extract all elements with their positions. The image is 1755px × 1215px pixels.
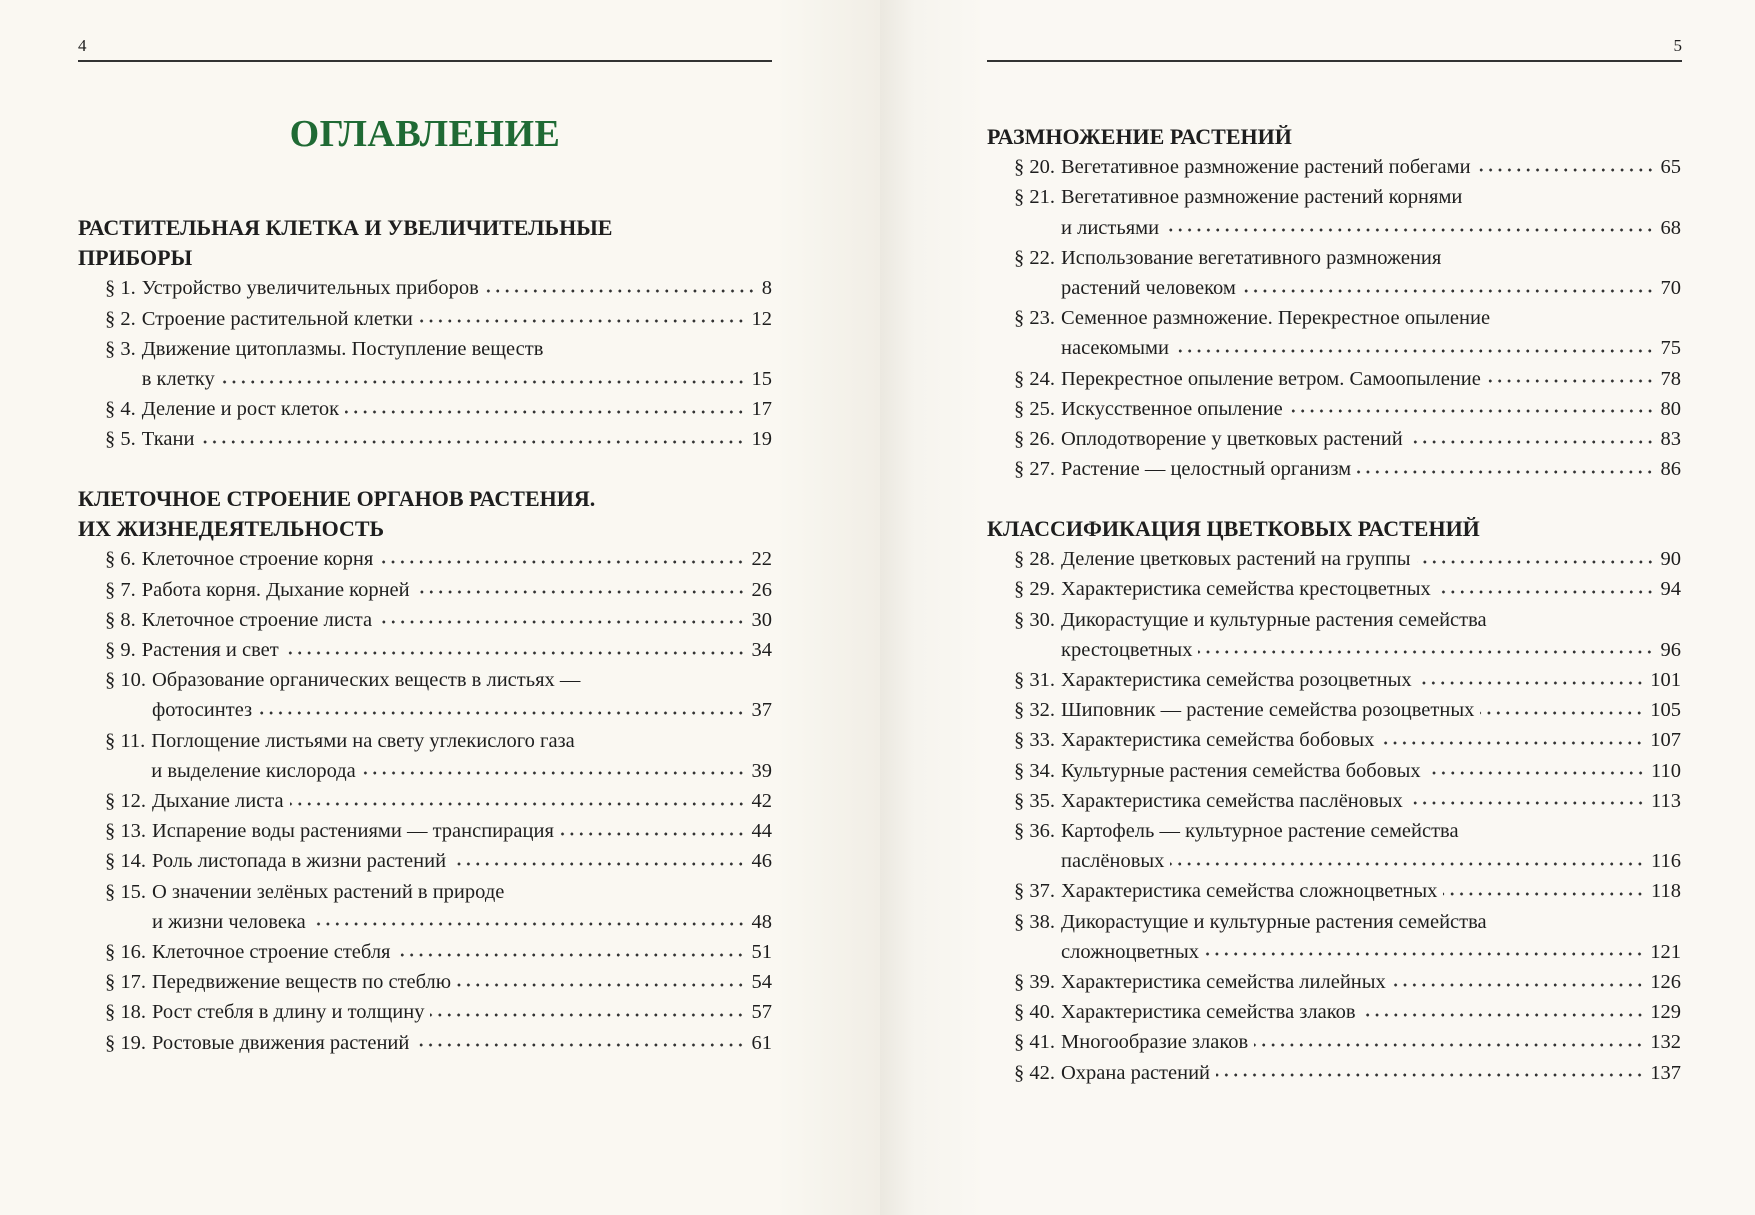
toc-entry[interactable] [987, 574, 1681, 604]
page-ref: 39 [751, 759, 772, 782]
page-ref: 107 [1650, 729, 1681, 752]
toc-entry[interactable] [987, 454, 1681, 484]
entry-line [1061, 1027, 1681, 1057]
dot-leader [415, 1028, 745, 1049]
page-ref: 96 [1660, 638, 1681, 661]
page-ref: 46 [751, 850, 772, 873]
entry-title-continued: паслёновых [1061, 850, 1165, 873]
section-heading: РАСТИТЕЛЬНАЯ КЛЕТКА И УВЕЛИЧИТЕЛЬНЫЕ [78, 215, 613, 240]
paragraph-number: § 4. [105, 398, 136, 421]
entry-line [142, 364, 772, 394]
entry-line [142, 334, 772, 364]
page-ref: 17 [751, 398, 772, 421]
entry-title: Ростовые движения растений [152, 1031, 410, 1054]
entry-title: Образование органических веществ в листьях — [152, 669, 581, 692]
dot-leader [285, 636, 746, 657]
paragraph-number: § 32. [1014, 699, 1055, 722]
entry-title-continued: и листьями [1061, 216, 1160, 239]
page-ref: 126 [1650, 971, 1681, 994]
entry-line [142, 304, 772, 334]
toc-entry[interactable] [987, 394, 1681, 424]
entry-title: Растение — целостный организм [1061, 458, 1352, 481]
entry-title-continued: фотосинтез [152, 699, 253, 722]
paragraph-number: § 39. [1014, 971, 1055, 994]
entry-line [1061, 303, 1681, 333]
entry-title: Оплодотворение у цветковых растений [1061, 428, 1403, 451]
page-number: 4 [78, 36, 87, 55]
paragraph-number: § 2. [105, 307, 136, 330]
toc-entry[interactable] [987, 725, 1681, 755]
toc-entry[interactable] [78, 544, 772, 574]
page-ref: 12 [751, 307, 772, 330]
entry-line [1061, 846, 1681, 876]
dot-leader [1165, 213, 1654, 234]
entry-line [152, 997, 772, 1027]
toc-entry[interactable] [78, 937, 772, 967]
toc-entry[interactable] [987, 424, 1681, 454]
page-ref: 70 [1660, 277, 1681, 300]
entry-title: Шиповник — растение семейства розоцветных [1061, 699, 1475, 722]
paragraph-number: § 14. [105, 850, 146, 873]
dot-leader [1480, 696, 1644, 717]
entry-line [152, 907, 772, 937]
entry-line [1061, 937, 1681, 967]
entry-title-continued: в клетку [141, 368, 215, 391]
toc-entry[interactable] [987, 303, 1681, 363]
dot-leader [312, 907, 746, 928]
entry-title: Движение цитоплазмы. Поступление веществ [141, 337, 544, 360]
toc-entry[interactable] [78, 394, 772, 424]
section-heading: КЛАССИФИКАЦИЯ ЦВЕТКОВЫХ РАСТЕНИЙ [987, 516, 1480, 541]
entry-title: Культурные растения семейства бобовых [1061, 759, 1421, 782]
dot-leader [1216, 1058, 1644, 1079]
dot-leader [560, 817, 746, 838]
dot-leader [452, 847, 745, 868]
dot-leader [378, 605, 745, 626]
page-ref: 48 [751, 910, 772, 933]
toc-entry[interactable] [987, 1027, 1681, 1057]
entry-line [1061, 665, 1681, 695]
entry-line [1061, 1058, 1681, 1088]
page-ref: 83 [1660, 428, 1681, 451]
toc-entry[interactable] [78, 665, 772, 725]
paragraph-number: § 27. [1014, 458, 1055, 481]
entry-title-continued: и выделение кислорода [151, 759, 356, 782]
page-ref: 80 [1660, 397, 1681, 420]
page-ref: 8 [761, 277, 772, 300]
entry-title: Передвижение веществ по стеблю [152, 971, 452, 994]
toc-entry[interactable] [78, 726, 772, 786]
paragraph-number: § 42. [1014, 1061, 1055, 1084]
toc-entry[interactable] [987, 243, 1681, 303]
page-ref: 26 [751, 578, 772, 601]
toc-entry[interactable] [78, 967, 772, 997]
paragraph-number: § 29. [1014, 578, 1055, 601]
page-ref: 101 [1650, 669, 1681, 692]
page-ref: 121 [1650, 940, 1681, 963]
entry-title: Характеристика семейства бобовых [1061, 729, 1375, 752]
entry-line [142, 544, 772, 574]
paragraph-number: § 24. [1014, 367, 1055, 390]
dot-leader [1392, 968, 1644, 989]
page-ref: 129 [1650, 1001, 1681, 1024]
entry-line [1061, 243, 1681, 273]
entry-title: Клеточное строение листа [141, 608, 373, 631]
dot-leader [1362, 998, 1645, 1019]
entry-line [1061, 394, 1681, 424]
dot-leader [1380, 726, 1644, 747]
toc-entry[interactable] [78, 997, 772, 1027]
paragraph-number: § 35. [1014, 789, 1055, 812]
toc-entry[interactable] [78, 304, 772, 334]
entry-line [1061, 756, 1681, 786]
header-rule [78, 60, 772, 62]
dot-leader [345, 395, 745, 416]
paragraph-number: § 31. [1014, 669, 1055, 692]
dot-leader [362, 756, 746, 777]
page-ref: 86 [1660, 458, 1681, 481]
page-ref: 15 [751, 368, 772, 391]
entry-title: О значении зелёных растений в природе [152, 880, 505, 903]
entry-title-continued: крестоцветных [1061, 638, 1193, 661]
entry-title: Работа корня. Дыхание корней [141, 578, 410, 601]
page-ref: 54 [751, 971, 772, 994]
dot-leader [1409, 425, 1655, 446]
entry-title: Дикорастущие и культурные растения семейства [1061, 910, 1487, 933]
paragraph-number: § 28. [1014, 548, 1055, 571]
paragraph-number: § 26. [1014, 428, 1055, 451]
dot-leader [1254, 1028, 1644, 1049]
paragraph-number: § 37. [1014, 880, 1055, 903]
entry-line [1061, 213, 1681, 243]
dot-leader [1357, 455, 1654, 476]
paragraph-number: § 19. [105, 1031, 146, 1054]
toc-section [987, 514, 1681, 1088]
entry-line [1061, 182, 1681, 212]
page-ref: 110 [1651, 759, 1681, 782]
entry-title: Характеристика семейства паслёновых [1061, 789, 1403, 812]
entry-title: Охрана растений [1061, 1061, 1211, 1084]
entry-title: Многообразие злаков [1061, 1031, 1249, 1054]
entry-title: Поглощение листьями на свету углекислого газа [151, 729, 575, 752]
entry-line [152, 1028, 772, 1058]
page-ref: 44 [751, 820, 772, 843]
paragraph-number: § 36. [1014, 820, 1055, 843]
entry-title: Растения и свет [141, 639, 279, 662]
entry-line [1061, 997, 1681, 1027]
entry-line [152, 665, 772, 695]
dot-leader [1477, 153, 1655, 174]
page-title: ОГЛАВЛЕНИЕ [289, 113, 561, 155]
page-ref: 94 [1660, 578, 1681, 601]
toc-entry[interactable] [78, 786, 772, 816]
toc-entry[interactable] [987, 605, 1681, 665]
entry-title: Строение растительной клетки [141, 307, 413, 330]
page-ref: 65 [1660, 156, 1681, 179]
page-ref: 30 [751, 608, 772, 631]
toc-entry[interactable] [78, 424, 772, 454]
page-ref: 42 [751, 790, 772, 813]
paragraph-number: § 33. [1014, 729, 1055, 752]
paragraph-number: § 11. [105, 729, 146, 752]
entry-line [142, 273, 772, 303]
entry-title: Устройство увеличительных приборов [141, 277, 479, 300]
entry-title: Характеристика семейства злаков [1061, 1001, 1356, 1024]
toc-entry[interactable] [78, 575, 772, 605]
entry-line [1061, 454, 1681, 484]
toc-entry[interactable] [987, 907, 1681, 967]
dot-leader [457, 968, 745, 989]
toc-entry[interactable] [987, 152, 1681, 182]
page-ref: 51 [751, 941, 772, 964]
paragraph-number: § 3. [105, 337, 136, 360]
entry-line [1061, 544, 1681, 574]
paragraph-number: § 6. [105, 548, 136, 571]
toc-entry[interactable] [987, 786, 1681, 816]
toc-entry[interactable] [78, 877, 772, 937]
entry-line [1061, 695, 1681, 725]
toc-section [987, 122, 1681, 484]
paragraph-number: § 18. [105, 1001, 146, 1024]
toc-entry[interactable] [987, 364, 1681, 394]
entry-line [1061, 907, 1681, 937]
dot-leader [1198, 635, 1654, 656]
toc-entry[interactable] [78, 846, 772, 876]
dot-leader [1443, 877, 1645, 898]
page-ref: 61 [751, 1031, 772, 1054]
paragraph-number: § 25. [1014, 397, 1055, 420]
page-ref: 22 [751, 548, 772, 571]
dot-leader [200, 425, 745, 446]
paragraph-number: § 38. [1014, 910, 1055, 933]
page-ref: 90 [1660, 548, 1681, 571]
page-ref: 37 [751, 699, 772, 722]
paragraph-number: § 22. [1014, 246, 1055, 269]
entry-title-continued: растений человеком [1061, 277, 1236, 300]
paragraph-number: § 40. [1014, 1001, 1055, 1024]
entry-title-continued: насекомыми [1061, 337, 1169, 360]
paragraph-number: § 20. [1014, 156, 1055, 179]
entry-title: Испарение воды растениями — транспирация [152, 820, 554, 843]
paragraph-number: § 7. [105, 578, 136, 601]
entry-line [1061, 273, 1681, 303]
entry-title: Характеристика семейства сложноцветных [1061, 880, 1438, 903]
entry-line [142, 605, 772, 635]
section-heading: ПРИБОРЫ [78, 245, 193, 271]
paragraph-number: § 8. [105, 608, 136, 631]
toc-entry[interactable] [987, 544, 1681, 574]
toc-entry[interactable] [987, 816, 1681, 876]
dot-leader [1205, 937, 1644, 958]
toc-entry[interactable] [987, 997, 1681, 1027]
page-ref: 34 [751, 639, 772, 662]
dot-leader [396, 938, 745, 959]
entry-line [1061, 605, 1681, 635]
entry-line [152, 937, 772, 967]
page-ref: 118 [1651, 880, 1681, 903]
entry-title: Искусственное опыление [1061, 397, 1283, 420]
entry-title: Вегетативное размножение растений корнями [1061, 186, 1463, 209]
entry-title: Перекрестное опыление ветром. Самоопыление [1061, 367, 1481, 390]
entry-line [142, 635, 772, 665]
dot-leader [1487, 364, 1655, 385]
dot-leader [419, 304, 746, 325]
toc-entry[interactable] [78, 635, 772, 665]
entry-title: Дыхание листа [152, 790, 284, 813]
entry-title: Дикорастущие и культурные растения семейства [1061, 608, 1487, 631]
toc-entry[interactable] [987, 182, 1681, 242]
entry-line [1061, 967, 1681, 997]
page-ref: 105 [1650, 699, 1681, 722]
page-ref: 132 [1650, 1031, 1681, 1054]
paragraph-number: § 13. [105, 820, 146, 843]
entry-line [1061, 152, 1681, 182]
paragraph-number: § 30. [1014, 608, 1055, 631]
paragraph-number: § 15. [105, 880, 146, 903]
dot-leader [1409, 786, 1645, 807]
toc-entry[interactable] [78, 1028, 772, 1058]
header-rule [987, 60, 1682, 62]
dot-leader [1289, 394, 1655, 415]
paragraph-number: § 16. [105, 941, 146, 964]
toc-entry[interactable] [987, 756, 1681, 786]
toc-entry[interactable] [987, 665, 1681, 695]
paragraph-number: § 23. [1014, 307, 1055, 330]
toc-entry[interactable] [78, 816, 772, 846]
section-heading: РАЗМНОЖЕНИЕ РАСТЕНИЙ [987, 124, 1292, 149]
toc-entry[interactable] [987, 695, 1681, 725]
toc-section [78, 484, 772, 1058]
entry-title: Вегетативное размножение растений побегами [1061, 156, 1471, 179]
page-ref: 78 [1660, 367, 1681, 390]
entry-line [152, 695, 772, 725]
toc-entry[interactable] [78, 605, 772, 635]
entry-line [1061, 364, 1681, 394]
entry-line [1061, 574, 1681, 604]
dot-leader [1170, 847, 1645, 868]
entry-title: Деление и рост клеток [141, 398, 340, 421]
entry-title: Клеточное строение стебля [152, 941, 391, 964]
dot-leader [1175, 334, 1655, 355]
dot-leader [258, 696, 745, 717]
entry-line [1061, 635, 1681, 665]
dot-leader [1417, 545, 1655, 566]
entry-title: Роль листопада в жизни растений [152, 850, 447, 873]
entry-line [151, 756, 772, 786]
toc-entry[interactable] [987, 1058, 1681, 1088]
entry-title: Характеристика семейства лилейных [1061, 971, 1386, 994]
entry-title: Картофель — культурное растение семейства [1061, 820, 1459, 843]
section-heading: ИХ ЖИЗНЕДЕЯТЕЛЬНОСТЬ [78, 516, 385, 542]
entry-line [1061, 816, 1681, 846]
section-heading: КЛЕТОЧНОЕ СТРОЕНИЕ ОРГАНОВ РАСТЕНИЯ. [78, 486, 596, 511]
paragraph-number: § 41. [1014, 1031, 1055, 1054]
entry-title-continued: сложноцветных [1061, 940, 1200, 963]
entry-line [152, 877, 772, 907]
page-ref: 113 [1651, 789, 1681, 812]
page-ref: 116 [1651, 850, 1681, 873]
paragraph-number: § 34. [1014, 759, 1055, 782]
entry-line [152, 816, 772, 846]
entry-line [1061, 725, 1681, 755]
entry-line [152, 967, 772, 997]
entry-line [1061, 424, 1681, 454]
entry-line [1061, 786, 1681, 816]
dot-leader [290, 787, 746, 808]
page-ref: 57 [751, 1001, 772, 1024]
paragraph-number: § 21. [1014, 186, 1055, 209]
toc-section [78, 213, 772, 455]
entry-line [142, 424, 772, 454]
entry-line [1061, 333, 1681, 363]
dot-leader [485, 274, 756, 295]
entry-line [152, 846, 772, 876]
toc-entry[interactable] [987, 876, 1681, 906]
entry-line [152, 786, 772, 816]
dot-leader [430, 998, 745, 1019]
entry-line [142, 394, 772, 424]
dot-leader [1242, 274, 1655, 295]
toc-entry[interactable] [78, 334, 772, 394]
toc-entry[interactable] [78, 273, 772, 303]
entry-title: Деление цветковых растений на группы [1061, 548, 1411, 571]
page-ref: 137 [1650, 1061, 1681, 1084]
dot-leader [1437, 575, 1655, 596]
toc-entry[interactable] [987, 967, 1681, 997]
paragraph-number: § 12. [105, 790, 146, 813]
dot-leader [1418, 666, 1645, 687]
page-ref: 68 [1660, 216, 1681, 239]
entry-title: Характеристика семейства розоцветных [1061, 669, 1412, 692]
entry-title: Семенное размножение. Перекрестное опыление [1061, 307, 1491, 330]
paragraph-number: § 5. [105, 428, 136, 451]
page-number: 5 [1673, 36, 1682, 55]
dot-leader [221, 365, 746, 386]
dot-leader [416, 575, 746, 596]
entry-title: Клеточное строение корня [141, 548, 374, 571]
entry-title: Ткани [141, 428, 195, 451]
page-ref: 75 [1660, 337, 1681, 360]
paragraph-number: § 1. [105, 277, 136, 300]
page-ref: 19 [751, 428, 772, 451]
entry-title: Рост стебля в длину и толщину [152, 1001, 425, 1024]
entry-title-continued: и жизни человека [152, 910, 306, 933]
entry-line [151, 726, 772, 756]
paragraph-number: § 9. [105, 639, 136, 662]
right-page [880, 0, 1755, 1215]
entry-line [1061, 876, 1681, 906]
entry-title: Использование вегетативного размножения [1061, 246, 1442, 269]
paragraph-number: § 17. [105, 971, 146, 994]
paragraph-number: § 10. [105, 669, 146, 692]
entry-title: Характеристика семейства крестоцветных [1061, 578, 1431, 601]
entry-line [142, 575, 772, 605]
dot-leader [1427, 756, 1645, 777]
dot-leader [379, 545, 745, 566]
